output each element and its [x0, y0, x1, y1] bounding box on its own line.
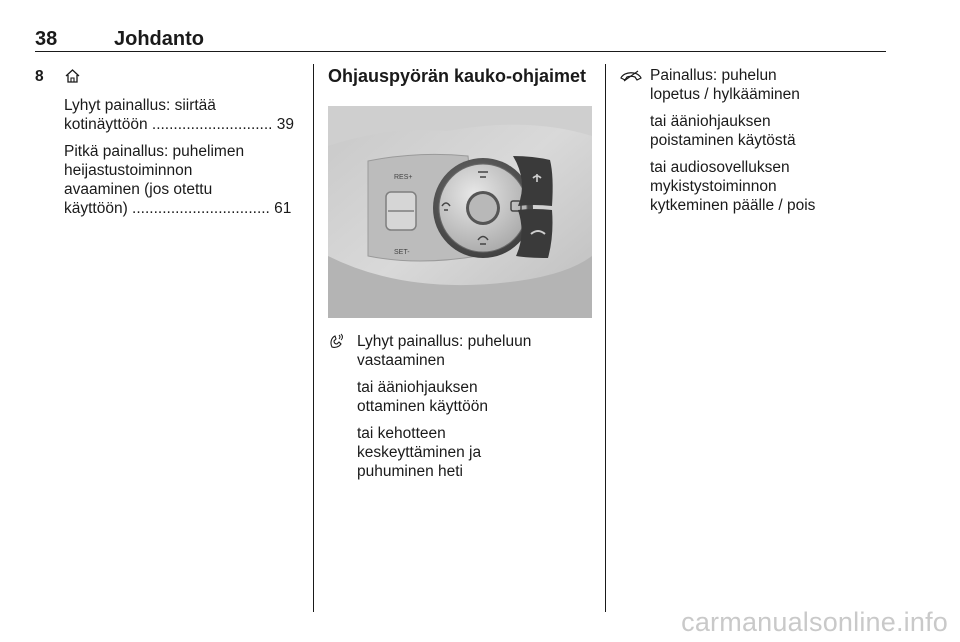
right-p2-line2: poistaminen käytöstä [650, 132, 796, 149]
left-p2-line4: käyttöön) ................................ 61 [64, 200, 292, 217]
left-p2-line3: avaaminen (jos otettu [64, 181, 213, 198]
right-p2-line1: tai ääniohjauksen [650, 113, 771, 130]
watermark: carmanualsonline.info [681, 607, 948, 637]
left-p1-line1: Lyhyt painallus: siirtää [64, 97, 216, 114]
steering-wheel-controls-photo [328, 106, 592, 318]
phone-voice-icon [328, 333, 344, 349]
right-p3-line2: mykistystoiminnon [650, 178, 777, 195]
home-icon [64, 68, 81, 84]
left-p1-line2: kotinäyttöön ............................ 39 [64, 116, 295, 133]
mid-p3-line1: tai kehotteen [357, 425, 446, 442]
hang-up-icon [620, 69, 642, 82]
section-title: Ohjauspyörän kauko-ohjaimet [328, 66, 587, 86]
column-divider-left [313, 64, 314, 612]
mid-p3-line3: puhuminen heti [357, 463, 463, 480]
mid-p1-line2: vastaaminen [357, 352, 445, 369]
right-p3-line1: tai audiosovelluksen [650, 159, 790, 176]
page-number: 38 [35, 28, 58, 50]
right-p3-line3: kytkeminen päälle / pois [650, 197, 816, 214]
mid-p2-line1: tai ääniohjauksen [357, 379, 478, 396]
mid-p3-line2: keskeyttäminen ja [357, 444, 482, 461]
mid-p2-line2: ottaminen käyttöön [357, 398, 488, 415]
res-plus-label: RES+ [394, 174, 413, 181]
left-p2-line2: heijastustoiminnon [64, 162, 193, 179]
item-number: 8 [35, 68, 44, 85]
right-p1-line2: lopetus / hylkääminen [650, 86, 800, 103]
header-rule [35, 51, 886, 52]
set-minus-label: SET- [394, 249, 410, 256]
column-divider-right [605, 64, 606, 612]
left-p2-line1: Pitkä painallus: puhelimen [64, 143, 245, 160]
right-p1-line1: Painallus: puhelun [650, 67, 777, 84]
mid-p1-line1: Lyhyt painallus: puheluun [357, 333, 532, 350]
page-title: Johdanto [114, 28, 204, 50]
